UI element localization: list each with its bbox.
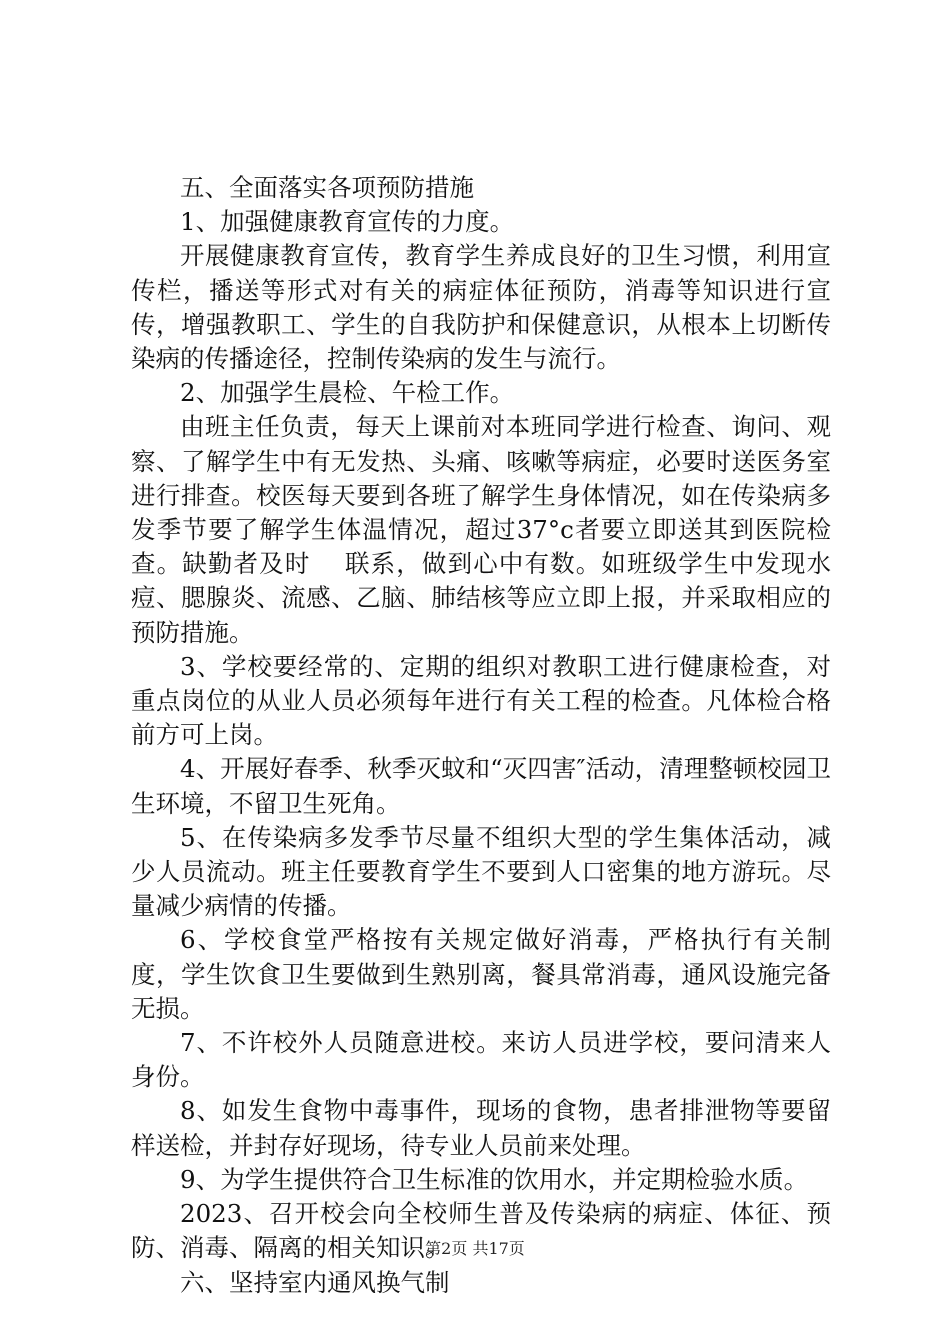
item-6: 6、学校食堂严格按有关规定做好消毒，严格执行有关制度，学生饮食卫生要做到生熟别离，餐具常消毒，通风设施完备无损。 [131, 925, 831, 1023]
item-9: 9、为学生提供符合卫生标准的饮用水，并定期检验水质。 [180, 1164, 809, 1194]
item-1-body: 开展健康教育宣传，教育学生养成良好的卫生习惯，利用宣传栏，播送等形式对有关的病症体征预防，消毒等知识进行宣传，增强教职工、学生的自我防护和保健意识，从根本上切断传染病的传播途径，控制传染病的发生与流行。 [131, 241, 831, 374]
item-2-heading: 2、加强学生晨检、午检工作。 [180, 378, 515, 408]
page-number: 第2页 共17页 [425, 1239, 525, 1258]
item-1-heading: 1、加强健康教育宣传的力度。 [180, 207, 515, 237]
section-heading-6: 六、坚持室内通风换气制 [180, 1267, 450, 1297]
item-2-body: 由班主任负责，每天上课前对本班同学进行检查、询问、观察、了解学生中有无发热、头痛、咳嗽等病症，必要时送医务室进行排查。校医每天要到各班了解学生身体情况，如在传染病多发季节要了解学生体温情况，超过37°c者要立即送其到医院检查。缺勤者及时 联系，做到心中有数。如班级学生中发现水痘、腮腺炎、流感、乙脑、肺结核等应立即上报，并采取相应的预防措施。 [131, 412, 831, 647]
page-footer [0, 1239, 950, 1259]
section-heading-5: 五、全面落实各项预防措施 [180, 173, 474, 202]
item-10: 2023、召开校会向全校师生普及传染病的病症、体征、预防、消毒、隔离的相关知识。 [131, 1199, 831, 1263]
item-4: 4、开展好春季、秋季灭蚊和“灭四害″活动，清理整顿校园卫生环境，不留卫生死角。 [131, 754, 831, 818]
document-body [131, 171, 831, 1300]
item-5: 5、在传染病多发季节尽量不组织大型的学生集体活动，减少人员流动。班主任要教育学生不要到人口密集的地方游玩。尽量减少病情的传播。 [131, 822, 831, 921]
item-7: 7、不许校外人员随意进校。来访人员进学校，要问清来人身份。 [131, 1028, 831, 1092]
item-3: 3、学校要经常的、定期的组织对教职工进行健康检查，对重点岗位的从业人员必须每年进行有关工程的检查。凡体检合格前方可上岗。 [131, 651, 831, 750]
item-8: 8、如发生食物中毒事件，现场的食物，患者排泄物等要留样送检，并封存好现场，待专业人员前来处理。 [131, 1096, 831, 1160]
